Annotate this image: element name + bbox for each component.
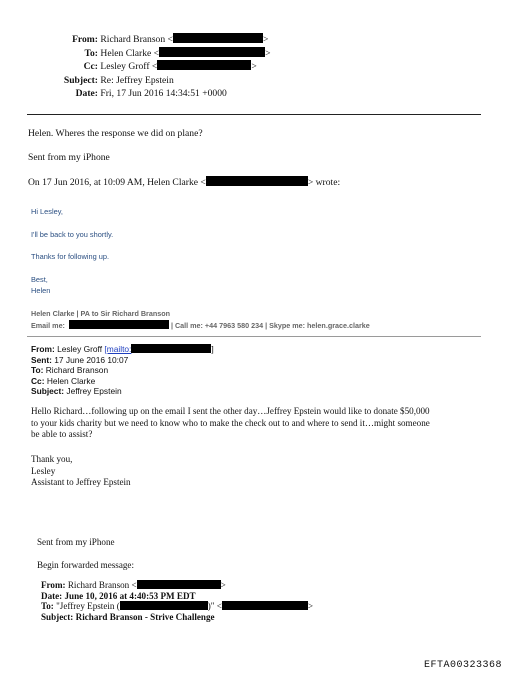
forward-divider [27,336,481,337]
mailto-link[interactable]: [mailto: [104,344,132,354]
helen-line-2: Thanks for following up. [31,252,110,261]
on-wrote-line [28,176,340,189]
lesley-body-line-3: be able to assist? [31,429,93,439]
lesley-name: Lesley [31,465,56,476]
document-id: EFTA00323368 [423,660,502,671]
lesley-sent-value: 17 June 2016 10:07 [54,354,129,365]
fwd-to-row [41,601,313,612]
redaction-box [157,60,251,70]
lesley-from-label: From: [31,344,55,354]
lesley-header [31,344,214,397]
lesley-to-value: Richard Branson [45,365,109,376]
bracket: ] [211,344,214,354]
sig-email-label: Email me: [31,321,65,330]
fwd-subject-value: Richard Branson - Strive Challenge [75,611,215,622]
helen-greeting: Hi Lesley, [31,207,63,216]
fwd-from-label: From: [41,580,66,590]
lesley-subject-label: Subject: [31,386,65,397]
subject-label: Subject: [63,74,98,86]
bracket: > [262,34,269,45]
lesley-thanks: Thank you, [31,454,73,464]
bracket: > [251,61,257,72]
bracket: > [307,601,314,612]
fwd-to-mid: )" < [207,601,222,612]
redaction-box [69,320,169,329]
lesley-from-value: Lesley Groff [57,344,103,354]
fwd-from-value: Richard Branson < [67,580,137,590]
header-divider [27,114,481,115]
fwd-date-label: Date: [41,590,63,601]
fwd-from-row [41,580,313,591]
redaction-box [222,601,308,610]
redaction-box [131,344,214,354]
fwd-to-label: To: [41,601,54,612]
lesley-cc-row [31,376,214,387]
from-value: Richard Branson < [100,34,173,45]
to-label: To: [84,47,98,59]
signature-line-2 [31,320,370,330]
forwarded-header [41,580,313,622]
redaction-box [173,33,263,43]
lesley-body-line-1: Hello Richard…following up on the email I sent the other day…Jeffrey Epstein would like to donate $50,000 [31,406,430,416]
lesley-title: Assistant to Jeffrey Epstein [31,477,131,487]
helen-line-1: I'll be back to you shortly. [31,230,114,239]
signature-line-1: Helen Clarke | PA to Sir Richard Branson [31,309,171,318]
cc-row [40,60,271,74]
bracket: > [220,580,226,590]
fwd-sent-from: Sent from my iPhone [37,537,115,547]
date-value: Fri, 17 Jun 2016 14:34:51 +0000 [100,88,227,99]
redaction-box [120,601,208,610]
lesley-to-label: To: [31,365,44,376]
sig-rest: | Call me: +44 7963 580 234 | Skype me: helen.grace.clarke [170,321,370,330]
bracket: > [265,47,271,59]
helen-closing-1: Best, [31,275,48,284]
fwd-date-value: June 10, 2016 at 4:40:53 PM EDT [64,590,196,601]
cc-label: Cc: [83,61,98,72]
lesley-subject-row [31,386,214,397]
lesley-sent-label: Sent: [31,354,52,365]
fwd-begin: Begin forwarded message: [37,560,134,570]
subject-row [40,74,271,88]
to-row [40,47,271,61]
subject-value: Re: Jeffrey Epstein [100,74,174,86]
lesley-cc-value: Helen Clarke [46,375,96,386]
from-label: From: [72,34,98,45]
lesley-body-paragraph [31,406,430,441]
reply-line-1: Helen. Wheres the response we did on plane? [28,128,203,139]
cc-value: Lesley Groff < [100,61,158,72]
fwd-to-value: "Jeffrey Epstein ( [56,601,120,612]
on-prefix: On 17 Jun 2016, at 10:09 AM, Helen Clarke < [28,177,206,188]
redaction-box [159,47,265,57]
redaction-box [137,580,221,589]
fwd-subject-row [41,612,313,623]
lesley-sent-row [31,355,214,366]
lesley-to-row [31,365,214,376]
lesley-subject-value: Jeffrey Epstein [66,386,122,397]
to-value: Helen Clarke < [100,47,160,59]
helen-closing-2: Helen [31,286,51,295]
date-label: Date: [75,88,98,99]
redaction-box [206,176,308,186]
fwd-date-row [41,591,313,602]
email-header [40,33,271,101]
fwd-subject-label: Subject: [41,611,74,622]
from-row [40,33,271,47]
lesley-signoff [31,454,131,489]
lesley-body-line-2: to your kids charity but we need to know who to make the check out to and where to send it…might someone [31,417,430,428]
lesley-cc-label: Cc: [31,375,45,386]
reply-line-2: Sent from my iPhone [28,152,110,163]
lesley-from-row [31,344,214,355]
on-suffix: > wrote: [307,177,341,188]
date-row [40,87,271,101]
